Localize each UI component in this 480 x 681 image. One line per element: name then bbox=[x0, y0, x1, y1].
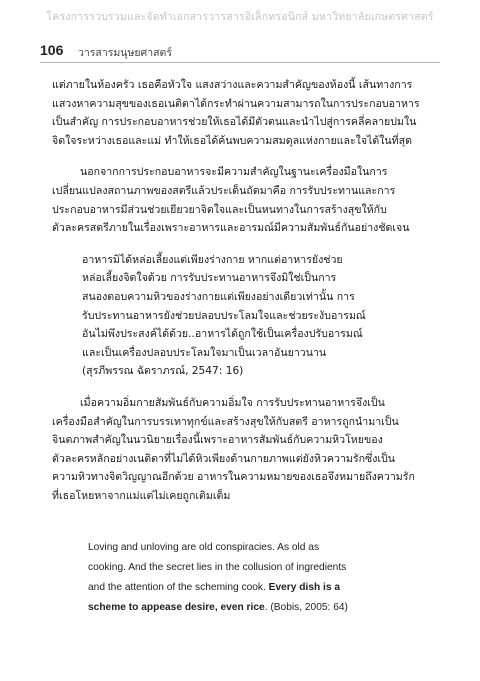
english-block-quote bbox=[88, 538, 428, 618]
text-line: ตัวละครสตรีภายในเรื่องเพราะอาหารและอารมณ์มีความสัมพันธ์กันอย่างชัดเจน bbox=[52, 222, 410, 235]
text-line: จินตภาพสำคัญในนวนิยายเรื่องนี้เพราะอาหารสัมพันธ์กับความหิวโหยของ bbox=[52, 434, 383, 447]
text-line: ประกอบอาหารมีส่วนช่วยเยียวยาจิตใจและเป็นหนทางในการสร้างสุขให้กับ bbox=[52, 203, 387, 216]
quote-line: และเป็นเครื่องปลอบประโลมใจมาเป็นเวลาอันยาวนาน bbox=[82, 346, 327, 359]
text-line: ความหิวทางจิตวิญญาณอีกด้วย อาหารในความหมายของเธอจึงหมายถึงความรัก bbox=[52, 471, 415, 484]
paragraph-1 bbox=[52, 76, 428, 150]
quote-text: and the attention of the scheming cook. bbox=[88, 582, 269, 593]
quote-line bbox=[88, 578, 428, 598]
quote-line: Loving and unloving are old conspiracies. As old as bbox=[88, 542, 320, 553]
quote-emphasis: scheme to appease desire, even rice bbox=[88, 602, 265, 613]
quote-citation: (สุรภีพรรณ ฉัตราภรณ์, 2547: 16) bbox=[82, 365, 244, 378]
text-line: แต่ภายในห้องครัว เธอคือหัวใจ แสงสว่างและความสำคัญของห้องนี้ เส้นทางการ bbox=[52, 79, 413, 91]
journal-title: วารสารมนุษยศาสตร์ bbox=[78, 47, 172, 59]
quote-line bbox=[88, 598, 428, 618]
quote-line: cooking. And the secret lies in the collusion of ingredients bbox=[88, 562, 347, 573]
text-line: ที่เธอโหยหาจากแม่แต่ไม่เคยถูกเติมเต็ม bbox=[52, 489, 231, 502]
text-line: เปลี่ยนแปลงสถานภาพของสตรีแล้วประเด็นถัดมาคือ การรับประทานและการ bbox=[52, 184, 396, 197]
text-line: เป็นสำคัญ การประกอบอาหารช่วยให้เธอได้มีตัวตนและนำไปสู่การคลี่คลายปมใน bbox=[52, 116, 417, 129]
text-line: นอกจากการประกอบอาหารจะมีความสำคัญในฐานะเครื่องมือในการ bbox=[80, 166, 388, 179]
text-line: เครื่องมือสำคัญในการบรรเทาทุกข์และสร้างสุขให้กับสตรี อาหารถูกนำมาเป็น bbox=[52, 415, 399, 428]
page-number: 106 bbox=[40, 42, 64, 58]
text-line: จิตใจระหว่างเธอและแม่ ทำให้เธอได้ค้นพบความสมดุลแห่งกายและใจได้ในที่สุด bbox=[52, 134, 413, 147]
quote-emphasis: Every dish is a bbox=[268, 582, 341, 593]
quote-line: อันไม่พึงประสงค์ได้ด้วย..อาหารได้ถูกใช้เป็นเครื่องปรับอารมณ์ bbox=[82, 328, 363, 341]
page-header bbox=[40, 42, 440, 63]
thai-block-quote bbox=[52, 251, 428, 381]
quote-line: อาหารมิได้หล่อเลี้ยงแต่เพียงร่างกาย หากแต่อาหารยังช่วย bbox=[82, 253, 343, 266]
body-text bbox=[52, 76, 428, 505]
paragraph-2 bbox=[52, 163, 428, 237]
quote-line: รับประทานอาหารยังช่วยปลอบประโลมใจและช่วยระงับอารมณ์ bbox=[82, 309, 366, 322]
text-line: เมื่อความอิ่มกายสัมพันธ์กับความอิ่มใจ การรับประทานอาหารจึงเป็น bbox=[80, 396, 385, 409]
watermark-text: โครงการรวบรวมและจัดทำเอกสารวารสารอิเล็กทรอนิกส์ มหาวิทยาลัยเกษตรศาสตร์ bbox=[46, 11, 434, 23]
quote-line: หล่อเลี้ยงจิตใจด้วย การรับประทานอาหารจึงมิใช่เป็นการ bbox=[82, 272, 337, 285]
quote-citation: . (Bobis, 2005: 64) bbox=[264, 602, 348, 613]
paragraph-3 bbox=[52, 394, 428, 506]
text-line: ตัวละครหลักอย่างเนติตาที่ไม่ได้หิวเพียงด้านกายภาพแต่ยังหิวความรักซึ่งเป็น bbox=[52, 452, 395, 465]
text-line: แสวงหาความสุขของเธอเนติตาได้กระทำผ่านความสามารถในการประกอบอาหาร bbox=[52, 97, 420, 110]
quote-line: สนองตอบความหิวของร่างกายแต่เพียงอย่างเดียวเท่านั้น การ bbox=[82, 290, 355, 303]
